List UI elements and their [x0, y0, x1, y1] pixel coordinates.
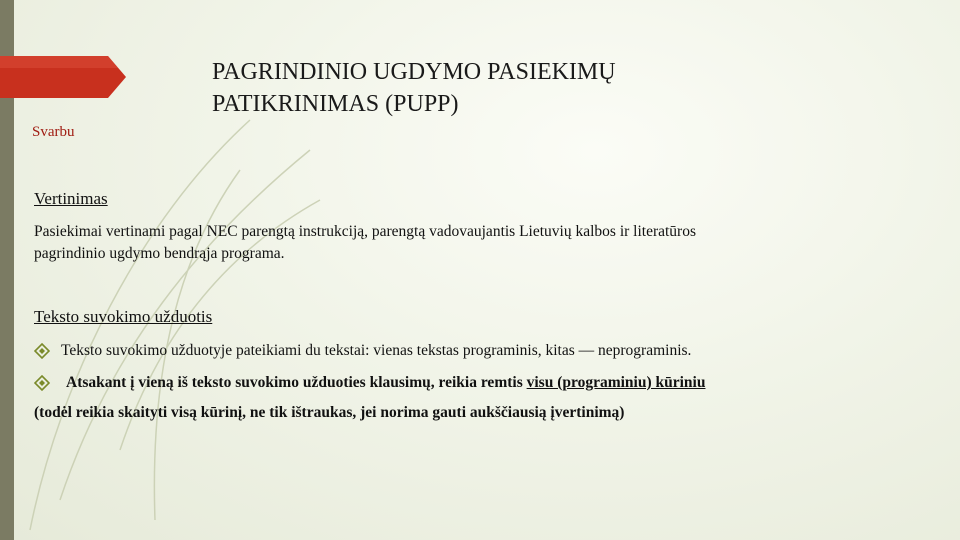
- bullet-item-2: [34, 374, 705, 392]
- bullet-2-underlined: visu (programiniu) kūriniu: [526, 374, 706, 391]
- diamond-bullet-icon: [34, 343, 50, 359]
- slide-title: [212, 56, 812, 120]
- bullet-1-text: Teksto suvokimo užduotyje pateikiami du tekstai: vienas tekstas programinis, kitas — neprograminis.: [61, 342, 692, 359]
- teksto-heading: Teksto suvokimo užduotis: [34, 307, 213, 326]
- title-line-2: PATIKRINIMAS (PUPP): [212, 91, 459, 117]
- sidebar-tag: Svarbu: [32, 124, 75, 140]
- vertinimas-text-line-1: Pasiekimai vertinami pagal NEC parengtą instrukciją, parengtą vadovaujantis Lietuvių kalbos ir literatūros: [34, 223, 697, 240]
- red-tab-shape: [0, 56, 126, 98]
- bullet-item-1: [34, 342, 691, 360]
- bullet-2-text-start: Atsakant į vieną iš teksto suvokimo užduoties klausimų, reikia remtis: [66, 374, 527, 391]
- note-line: (todėl reikia skaityti visą kūrinį, ne tik ištraukas, jei norima gauti aukščiausią įvertinimą): [34, 404, 625, 421]
- diamond-bullet-icon: [34, 375, 50, 391]
- bullet-2-text: [66, 374, 705, 392]
- vertinimas-heading: Vertinimas: [34, 189, 108, 208]
- vertinimas-text-line-2: pagrindinio ugdymo bendrąja programa.: [34, 245, 285, 262]
- title-line-1: PAGRINDINIO UGDYMO PASIEKIMŲ: [212, 59, 616, 85]
- vertinimas-text: [34, 221, 824, 265]
